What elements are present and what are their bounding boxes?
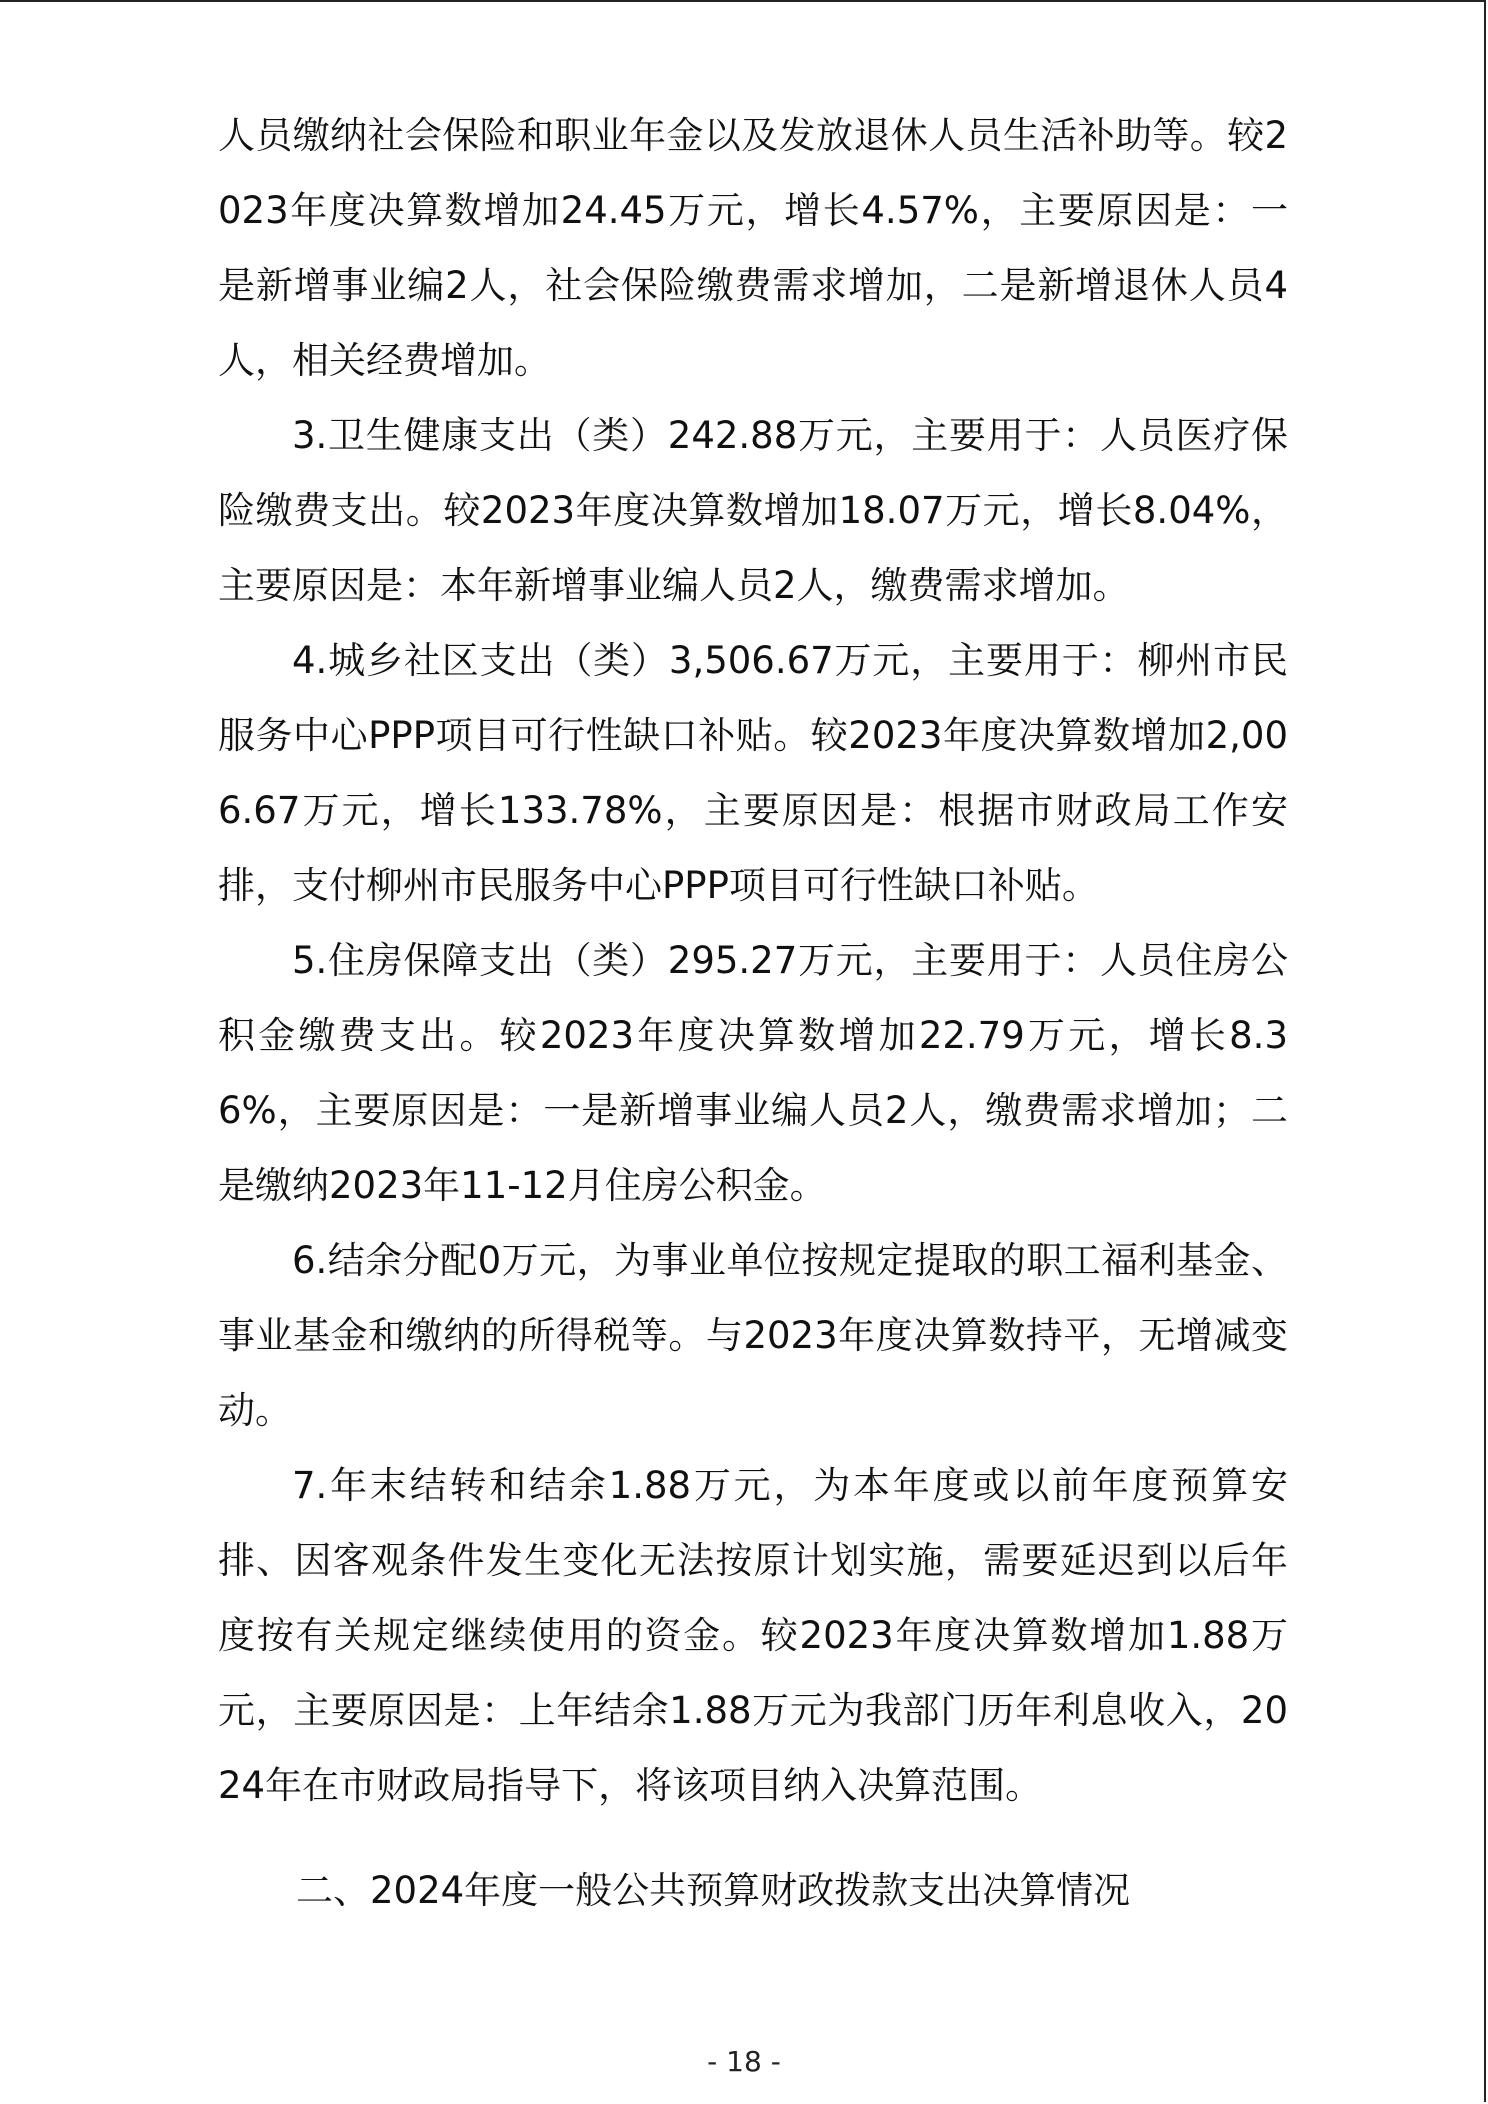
paragraph-year-end-carryover: 7.年末结转和结余1.88万元，为本年度或以前年度预算安排、因客观条件发生变化无法按原计划实施，需要延迟到以后年度按有关规定继续使用的资金。较2023年度决算数增加1.88万元，主要原因是：上年结余1.88万元为我部门历年利息收入，2024年在市财政局指导下，将该项目纳入决算范围。: [218, 1464, 1288, 1807]
paragraph-housing-expenditure: 5.住房保障支出（类）295.27万元，主要用于：人员住房公积金缴费支出。较2023年度决算数增加22.79万元，增长8.36%，主要原因是：一是新增事业编人员2人，缴费需求增加；二是缴纳2023年11-12月住房公积金。: [218, 939, 1288, 1207]
section-heading: 二、2024年度一般公共预算财政拨款支出决算情况: [296, 1869, 1131, 1912]
paragraph-social-security-continued: 人员缴纳社会保险和职业年金以及发放退休人员生活补助等。较2023年度决算数增加24.45万元，增长4.57%，主要原因是：一是新增事业编2人，社会保险缴费需求增加，二是新增退休人员4人，相关经费增加。: [218, 114, 1288, 382]
page-number: - 18 -: [707, 2045, 781, 2078]
paragraph-surplus-distribution: 6.结余分配0万元，为事业单位按规定提取的职工福利基金、事业基金和缴纳的所得税等。与2023年度决算数持平，无增减变动。: [218, 1239, 1288, 1432]
paragraph-urban-rural-expenditure: 4.城乡社区支出（类）3,506.67万元，主要用于：柳州市民服务中心PPP项目可行性缺口补贴。较2023年度决算数增加2,006.67万元，增长133.78%，主要原因是：根据市财政局工作安排，支付柳州市民服务中心PPP项目可行性缺口补贴。: [218, 639, 1288, 907]
paragraph-health-expenditure: 3.卫生健康支出（类）242.88万元，主要用于：人员医疗保险缴费支出。较2023年度决算数增加18.07万元，增长8.04%，主要原因是：本年新增事业编人员2人，缴费需求增加。: [218, 414, 1288, 607]
document-body: [218, 98, 1288, 1928]
